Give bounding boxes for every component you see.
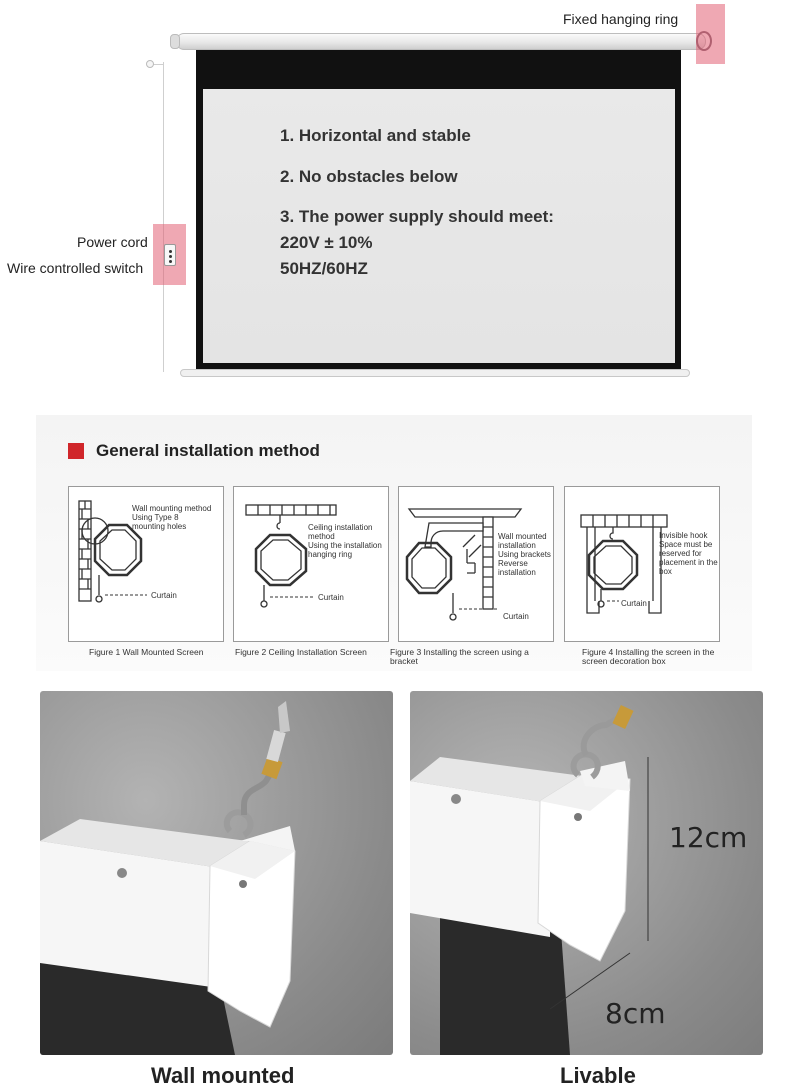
figure-2-note-line: Using the installation (308, 541, 382, 550)
wall-mounted-photo (40, 691, 393, 1055)
wire-controlled-switch-label: Wire controlled switch (7, 260, 144, 276)
figure-ceiling-installation (233, 486, 389, 642)
livable-caption: Livable (560, 1063, 636, 1088)
figure-3-note (498, 532, 551, 577)
figure-4-note-line: placement in the (659, 558, 718, 567)
figure-3-note-line: Wall mounted (498, 532, 547, 541)
figure-3-note-line: Reverse (498, 559, 528, 568)
figure-3-note-line: installation (498, 568, 536, 577)
wire-switch-icon (164, 244, 176, 266)
depth-dimension-label: 8cm (605, 997, 666, 1030)
figure-4-note-line: box (659, 567, 672, 576)
plug-icon (146, 60, 154, 68)
figure-1-note-line: Wall mounting method (132, 504, 212, 513)
figure-4-note-line: Invisible hook (659, 531, 708, 540)
figure-2-note-line: method (308, 532, 335, 541)
figure-2-caption: Figure 2 Ceiling Installation Screen (235, 647, 367, 657)
requirement-1: 1. Horizontal and stable (280, 126, 471, 145)
figure-1-curtain-label: Curtain (151, 591, 177, 600)
figure-3-note-line: installation (498, 541, 536, 550)
red-square-icon (68, 443, 84, 459)
figure-1-note-line: mounting holes (132, 522, 187, 531)
installation-method-panel (36, 415, 752, 671)
requirement-3: 3. The power supply should meet: (280, 207, 554, 226)
hanging-ring-icon (696, 31, 712, 51)
figure-2-note-line: hanging ring (308, 550, 353, 559)
figure-decoration-box-installation (564, 486, 720, 642)
figure-4-note-line: Space must be (659, 540, 713, 549)
installation-title (68, 441, 320, 461)
figure-wall-mounted (68, 486, 224, 642)
figure-4-caption: Figure 4 Installing the screen in the screen decoration box (582, 647, 715, 666)
requirement-2: 2. No obstacles below (280, 167, 458, 186)
figure-3-caption: Figure 3 Installing the screen using a bracket (390, 647, 529, 666)
wall-mounted-housing-illustration (40, 691, 393, 1055)
installation-title-text: General installation method (96, 441, 320, 460)
figure-2-note (308, 523, 382, 559)
figure-4-note-line: reserved for (659, 549, 702, 558)
figure-3-curtain-label: Curtain (503, 612, 529, 621)
voltage-spec: 220V ± 10% (280, 233, 373, 252)
figure-2-curtain-label: Curtain (318, 593, 344, 602)
height-dimension-label: 12cm (669, 821, 748, 854)
figure-bracket-installation (398, 486, 554, 642)
figure-3-note-line: Using brackets (498, 550, 551, 559)
power-cord-label: Power cord (77, 234, 148, 250)
power-cord-line (163, 62, 164, 372)
figure-4-note (659, 531, 718, 576)
figure-1-caption: Figure 1 Wall Mounted Screen (89, 647, 204, 657)
ceiling-mount-drawing (234, 487, 390, 643)
frequency-spec: 50HZ/60HZ (280, 259, 368, 278)
screen-roller-housing (176, 33, 706, 50)
roller-end-cap (170, 34, 180, 49)
fixed-hanging-ring-label: Fixed hanging ring (563, 11, 679, 27)
screen-bottom-bar (180, 369, 690, 377)
projector-screen-diagram (0, 0, 800, 390)
wall-mounted-caption: Wall mounted (151, 1063, 295, 1088)
figure-2-note-line: Ceiling installation (308, 523, 373, 532)
figure-1-note-line: Using Type 8 (132, 513, 179, 522)
livable-photo (410, 691, 763, 1055)
figure-1-note (132, 504, 211, 531)
figure-4-curtain-label: Curtain (621, 599, 647, 608)
livable-housing-illustration (410, 691, 763, 1055)
